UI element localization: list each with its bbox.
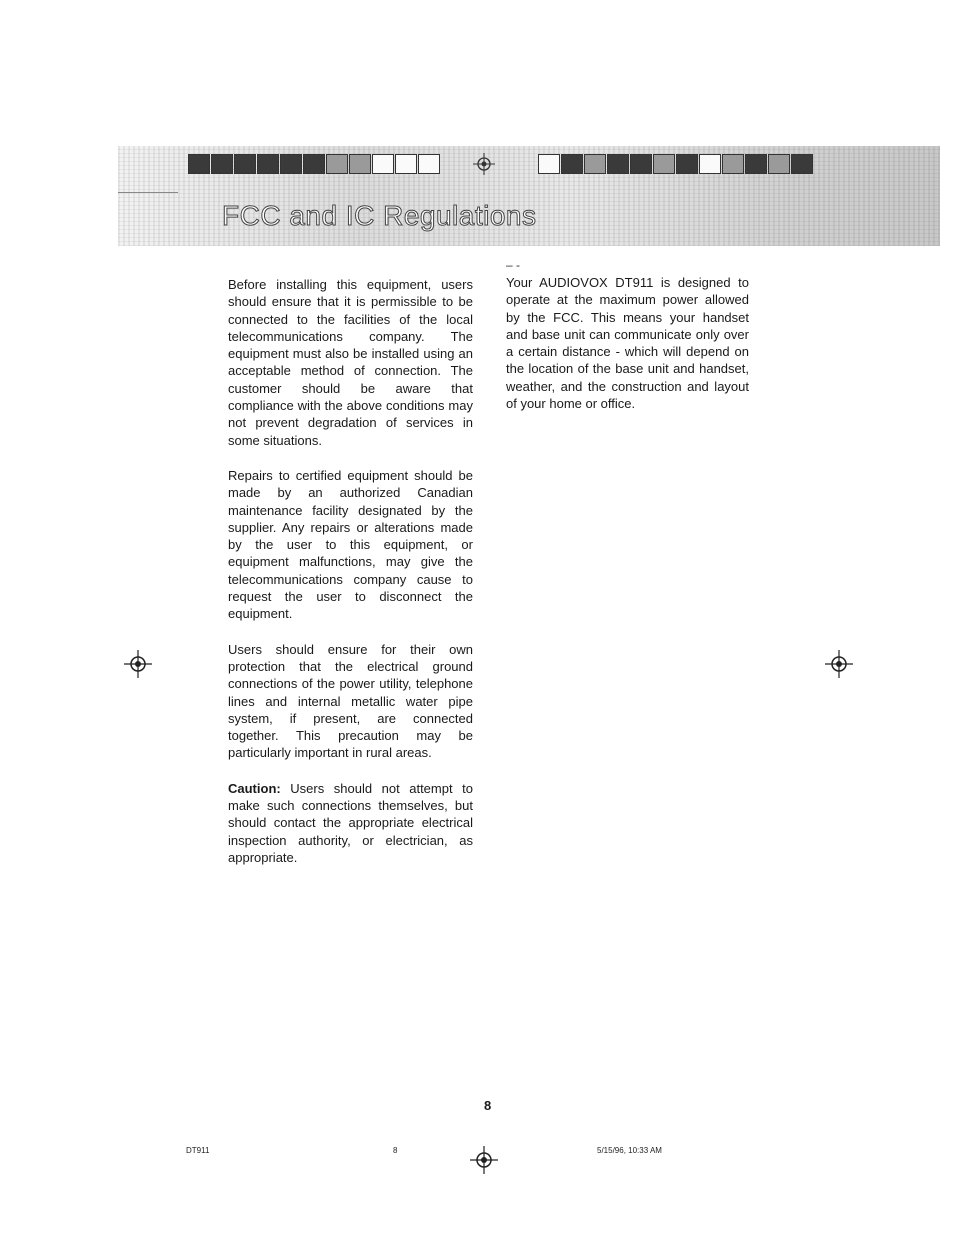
registration-mark-left-icon [124,650,152,678]
footer-document-id: DT911 [186,1146,210,1155]
page-title: FCC and IC Regulations [222,200,537,231]
header-banner [118,146,940,246]
paragraph-caution [228,780,473,866]
color-bar-right [538,154,814,174]
caution-text: Users should not attempt to make such connections themselves, but should contact the appropriate electrical inspection authority, or electrician, as appropriate. [228,780,473,865]
page-number: 8 [484,1098,492,1113]
banner-rule [118,192,178,193]
left-column [228,276,473,884]
registration-mark-bottom-icon [470,1146,498,1174]
caution-label: Caution: [228,780,281,796]
registration-mark-right-icon [825,650,853,678]
paragraph-range: Your AUDIOVOX DT911 is designed to operate at the maximum power allowed by the FCC. This means your handset and base unit can communicate only over a certain distance - which will depend on the location of the base unit and handset, weather, and the construction and layout of your home or office. [506,275,749,412]
right-column [506,274,749,430]
paragraph-repairs: Repairs to certified equipment should be made by an authorized Canadian maintenance facility designated by the supplier. Any repairs or alterations made by the user to this equipment, or equipment malfunctions, may give the telecommunications company cause to request the user to disconnect the equipment. [228,467,473,622]
footer-page: 8 [393,1146,398,1155]
paragraph-grounding: Users should ensure for their own protection that the electrical ground connections of the power utility, telephone lines and internal metallic water pipe system, if present, are connected together. This precaution may be particularly important in rural areas. [228,641,473,761]
registration-mark-icon [473,153,495,175]
color-bar-left [188,154,441,174]
dash-mark: – - [506,258,521,272]
footer-timestamp: 5/15/96, 10:33 AM [597,1146,662,1155]
paragraph-installation: Before installing this equipment, users should ensure that it is permissible to be connected to the facilities of the local telecommunications company. The equipment must also be installed using an acceptable method of connection. The customer should be aware that compliance with the above conditions may not prevent degradation of services in some situations. [228,277,473,448]
